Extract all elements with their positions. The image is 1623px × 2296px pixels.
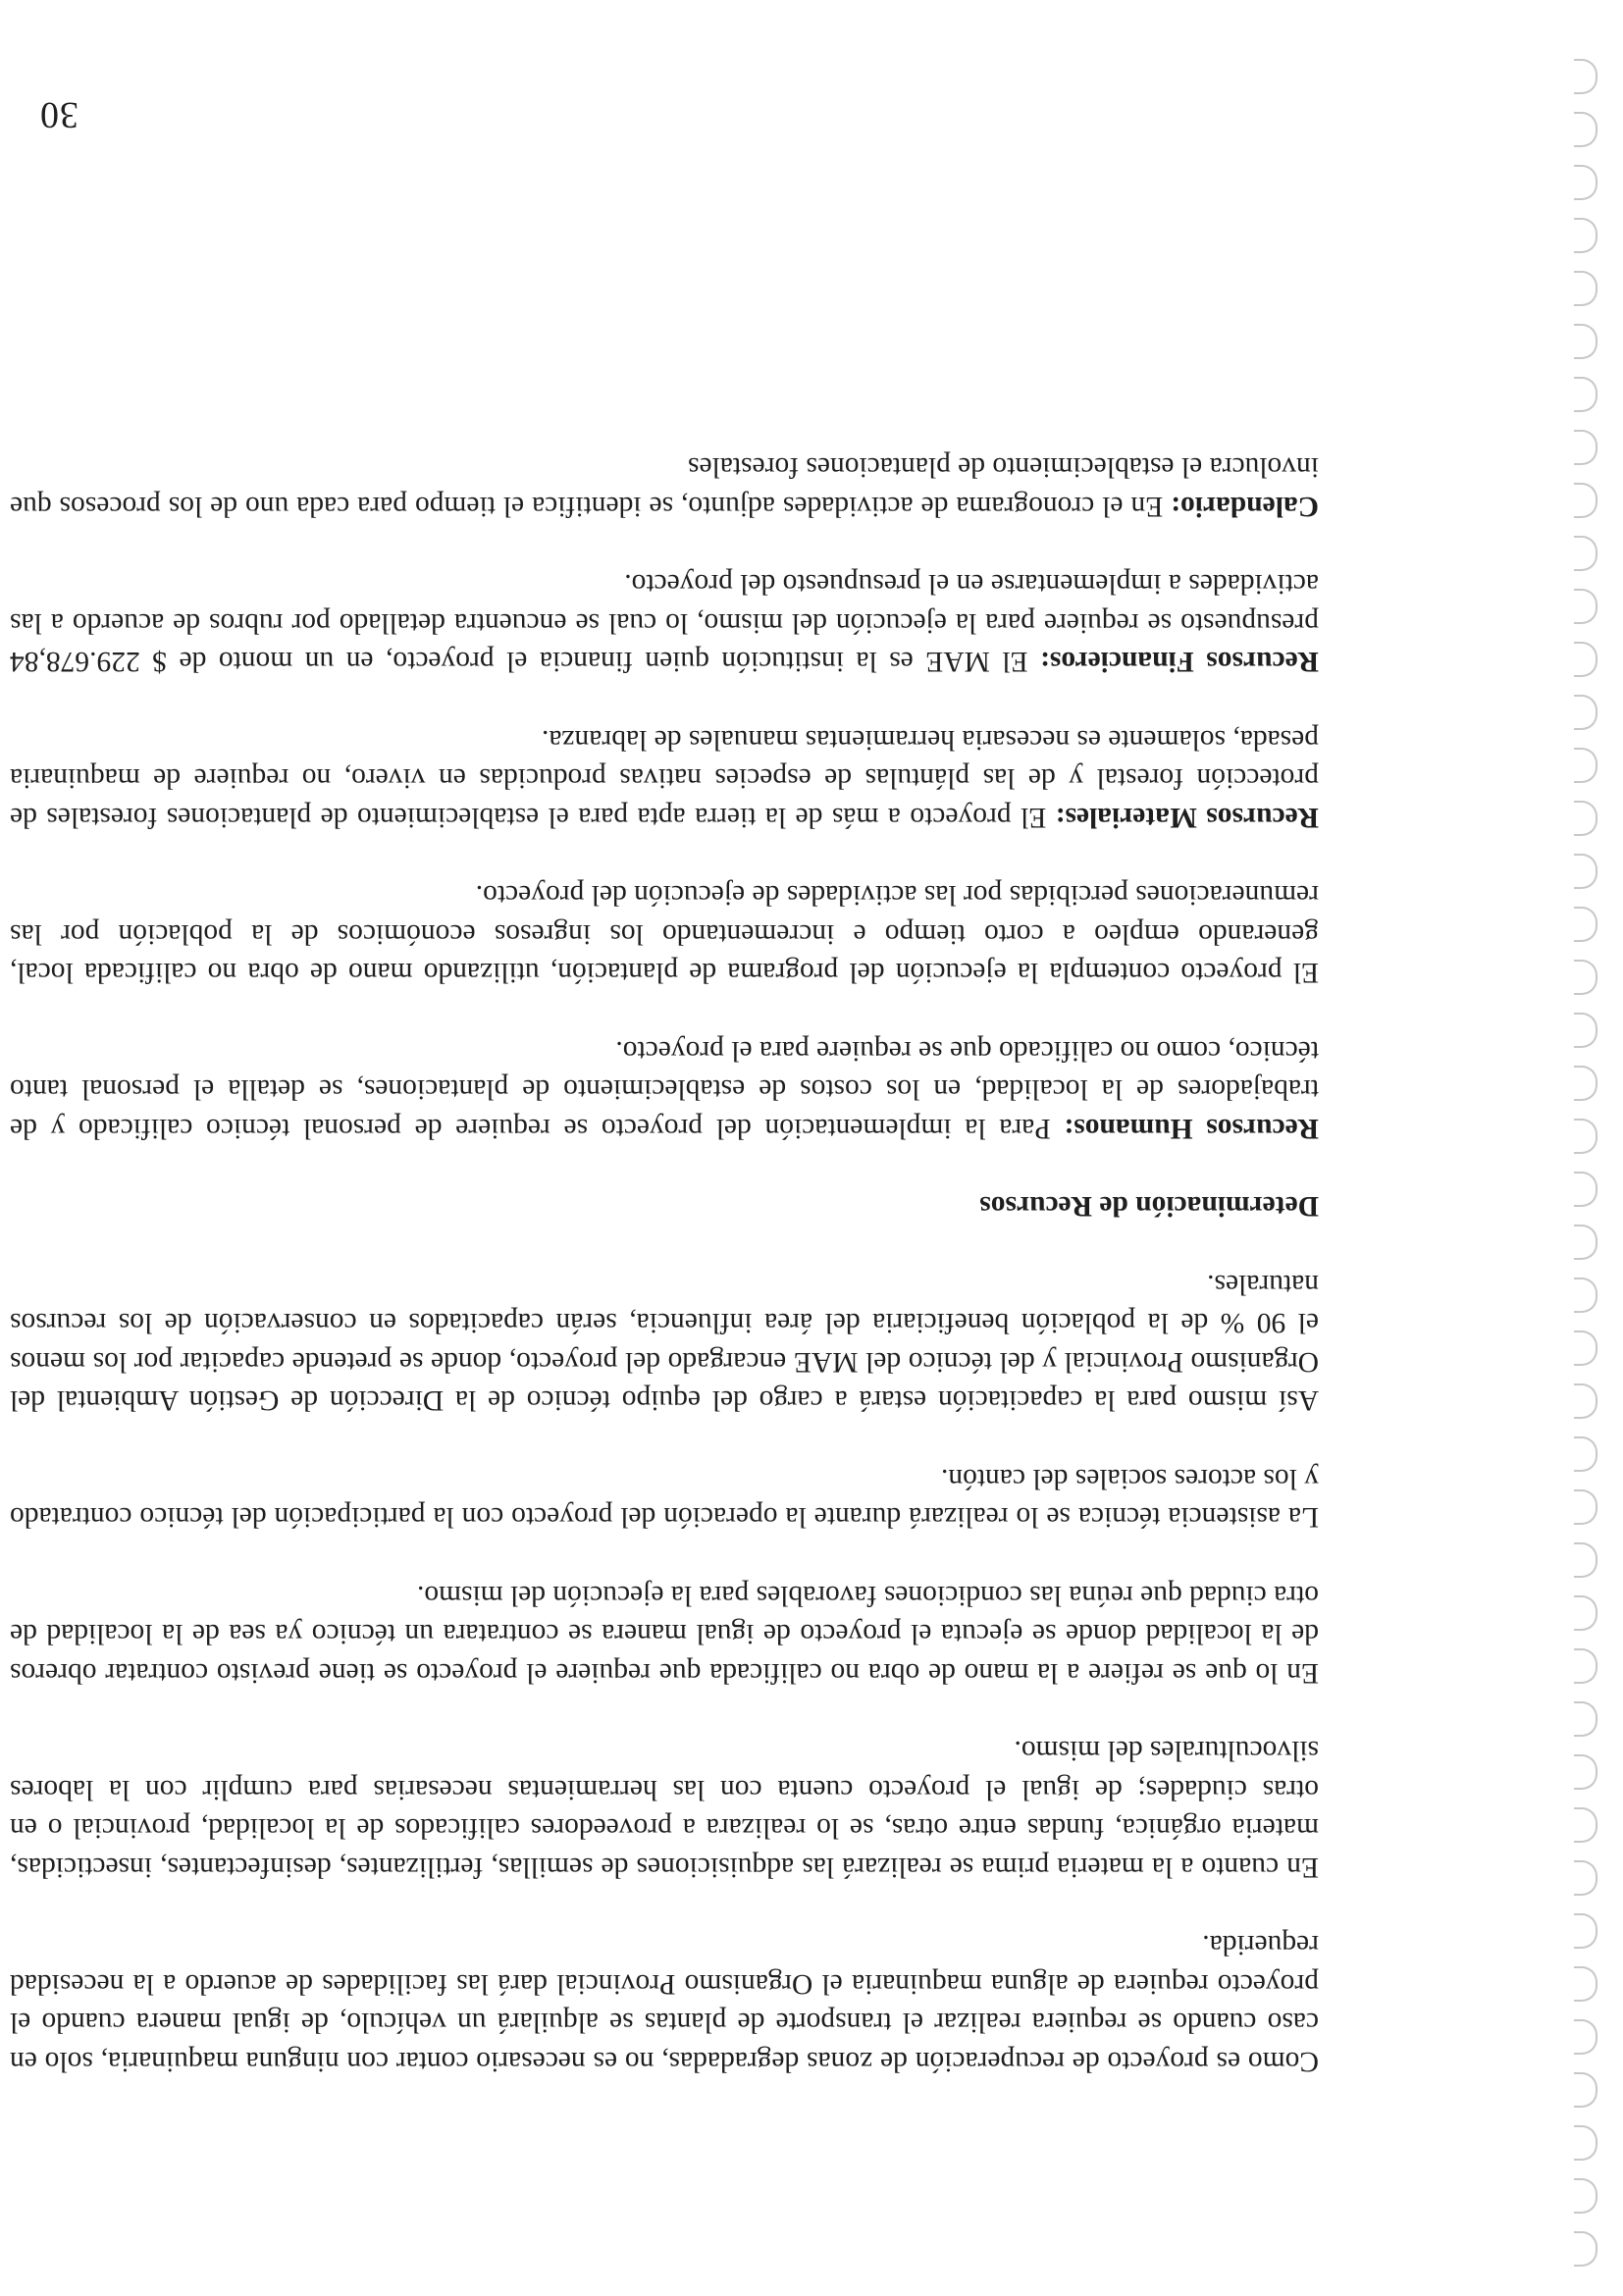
binder-ring (1574, 1542, 1597, 1578)
paragraph-maquinaria: Como es proyecto de recuperación de zonas degradadas, no es necesario contar con ninguna maquinaria, solo en caso cuando se requiera realizar el transporte de plantas se alquilará un vehículo, de igual manera cuando el proyecto requiera de alguna maquinaria el Organismo Provincial dará las facilidades de acuerdo a la necesidad requerida. (10, 1929, 1319, 2077)
binder-ring (1574, 1119, 1597, 1154)
label-recursos-materiales: Recursos Materiales: (1055, 802, 1319, 833)
binder-ring (1574, 1172, 1597, 1207)
document-body (10, 408, 1319, 2080)
binder-ring (1574, 1860, 1597, 1896)
binder-ring (1574, 1436, 1597, 1472)
binder-ring (1574, 960, 1597, 995)
binder-ring (1574, 2125, 1597, 2161)
binder-ring (1574, 2019, 1597, 2055)
binder-ring (1574, 165, 1597, 200)
label-recursos-humanos: Recursos Humanos: (1064, 1113, 1319, 1144)
binder-ring (1574, 2231, 1597, 2267)
paragraph-mano-de-obra: En lo que se refiere a la mano de obra no calificada que requiere el proyecto se tiene previsto contratar obreros de la localidad donde se ejecuta el proyecto de igual manera se contratara un técnico ya sea de la localidad de otra ciudad que reúna las condiciones favorables para la ejecución del mismo. (10, 1580, 1319, 1689)
text-recursos-materiales: El proyecto a más de la tierra apta para el establecimiento de plantaciones forestales de protección forestal y de las plántulas de especies nativas producidas en vivero, no requiere de maquinaria pesada, solamente es necesaria herramientas manuales de labranza. (10, 724, 1319, 833)
paragraph-calendario (10, 447, 1319, 525)
binder-ring (1574, 2178, 1597, 2214)
text-recursos-financieros: El MAE es la institución quien financia el proyecto, en un monto de $ 229.678,84 presupuesto se requiere para la ejecución del mismo, lo cual se encuentra detallado por rubros de acuerdo a las actividades a implementarse en el presupuesto del proyecto. (10, 568, 1319, 678)
paragraph-recursos-materiales (10, 720, 1319, 837)
binder-ring (1574, 1595, 1597, 1631)
binder-ring (1574, 801, 1597, 836)
binder-ring (1574, 1225, 1597, 1260)
binder-ring (1574, 218, 1597, 253)
binder-ring (1574, 854, 1597, 889)
paragraph-programa-plantacion (10, 875, 1319, 992)
binder-ring (1574, 1966, 1597, 2002)
binder-ring (1574, 59, 1597, 94)
binder-ring (1574, 1383, 1597, 1419)
binder-ring (1574, 430, 1597, 465)
binder-rings (1556, 0, 1615, 2296)
binder-ring (1574, 748, 1597, 783)
binder-ring (1574, 2072, 1597, 2108)
label-calendario: Calendario: (1171, 491, 1319, 522)
text-programa-plantacion: El proyecto contempla la ejecución del programa de plantación, utilizando mano de obra no calificada local, generando empleo a corto tiempo e incrementando los ingresos económicos de la población por las remuneraciones percibidas por las actividades de ejecución del proyecto. (10, 879, 1319, 989)
text-recursos-humanos: Para la implementación del proyecto se requiere de personal técnico calificado y de trabajadores de la localidad, en los costos de establecimiento de plantaciones, se detalla el personal tanto técnico, como no calificado que se requiere para el proyecto. (10, 1035, 1319, 1144)
binder-ring (1574, 536, 1597, 571)
paragraph-recursos-humanos (10, 1031, 1319, 1148)
binder-ring (1574, 1013, 1597, 1048)
binder-ring (1574, 1331, 1597, 1366)
text-calendario: En el cronograma de actividades adjunto, se identifica el tiempo para cada uno de los procesos que involucra el establecimiento de plantaciones forestales (10, 451, 1319, 522)
binder-ring (1574, 271, 1597, 306)
page-number: 30 (39, 94, 79, 135)
paragraph-recursos-financieros (10, 564, 1319, 681)
binder-ring (1574, 1648, 1597, 1684)
binder-ring (1574, 1754, 1597, 1790)
paragraph-capacitacion: Así mismo para la capacitación estará a cargo del equipo técnico de la Dirección de Gestión Ambiental del Organismo Provincial y del técnico del MAE encargado del proyecto, donde se pretende capacitar por los menos el 90 % de la población beneficiaria del área influencia, serán capacitados en conservación de los recursos naturales. (10, 1269, 1319, 1417)
paragraph-asistencia-tecnica: La asistencia técnica se lo realizará durante la operación del proyecto con la participación del técnico contratado y los actores sociales del cantón. (10, 1463, 1319, 1534)
binder-ring (1574, 695, 1597, 730)
binder-ring (1574, 589, 1597, 624)
binder-ring (1574, 907, 1597, 942)
binder-ring (1574, 1489, 1597, 1525)
section-heading: Determinación de Recursos (979, 1190, 1319, 1223)
binder-ring (1574, 1807, 1597, 1843)
binder-ring (1574, 324, 1597, 359)
binder-ring (1574, 642, 1597, 677)
binder-ring (1574, 1701, 1597, 1737)
label-recursos-financieros: Recursos Financieros: (1040, 646, 1319, 678)
binder-ring (1574, 1066, 1597, 1101)
binder-ring (1574, 483, 1597, 518)
binder-ring (1574, 112, 1597, 147)
binder-ring (1574, 1278, 1597, 1313)
binder-ring (1574, 377, 1597, 412)
binder-ring (1574, 1913, 1597, 1949)
paragraph-materia-prima: En cuanto a la materia prima se realizará las adquisiciones de semillas, fertilizantes, desinfectantes, insecticidas, materia orgánica, fundas entre otras, se lo realizara a proveedores calificados de la localidad, provincial o en otras ciudades; de igual el proyecto cuenta con las herramientas necesarias para cumplir con la labores silvoculturales del mismo. (10, 1735, 1319, 1883)
